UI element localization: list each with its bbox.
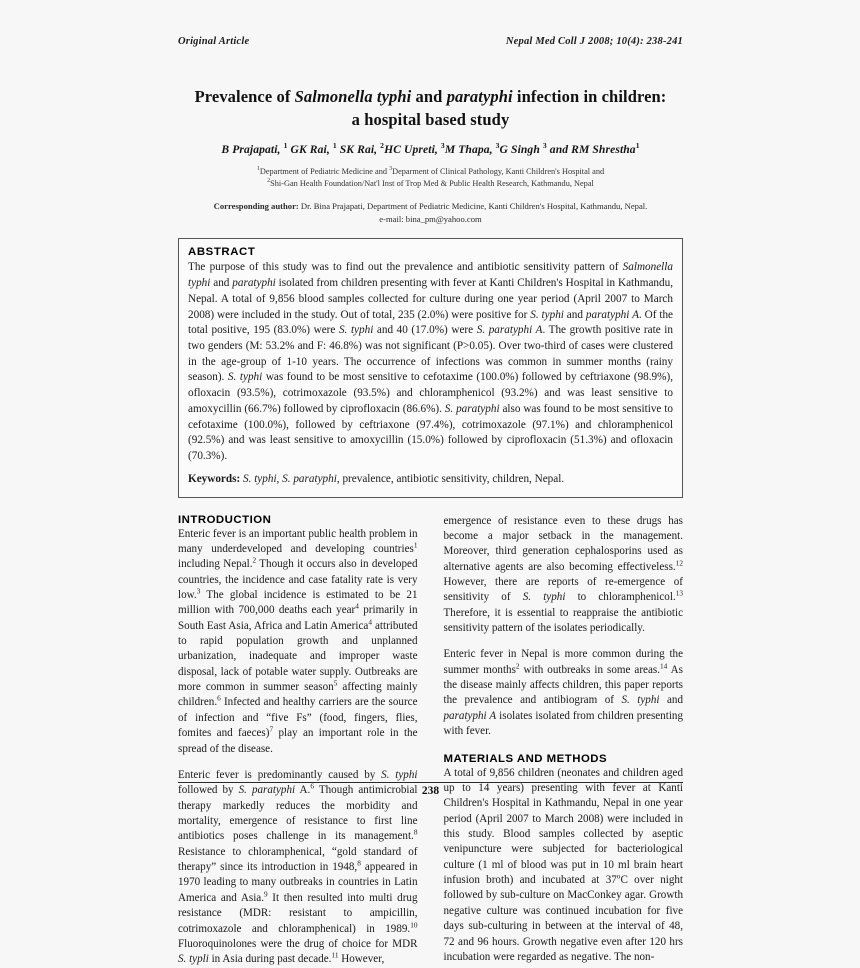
mm-p1-seg-2: C over night followed by sub-culture on MacConkey agar. Growth negative culture was continued incubation for five days sub-culturing in between at the interval of 48, 72 and 96 hours. Growth negative even after 120 hrs incubation were regarded as negative. The non- [443,874,683,963]
author-7-affil-marker: 1 [635,140,640,150]
intro-p1-seg-8: Infected and healthy carriers are the source of infection and “five Fs” (food, fingers, flies, fomites and faeces) [178,696,418,740]
citation-ref-7: 6 [217,693,221,703]
affil-line-1b: Deparment of Clinical Pathology, Kanti Children's Hospital and [392,166,605,176]
abstract-seg-9: also was found to be most sensitive to cefotaxime (100.0%), followed by ceftriaxone (97.4%), cotrimoxazole (97.1%) and chloramphenicol (92.5%) and was least sensitive to amoxycillin (15.0%) followed by ciprofloxacin (51.3%) and ofloxacin (70.3%). [188,402,673,463]
citation-ref-17: 2 [515,661,520,671]
right-p2-seg-1: Enteric fever in Nepal is more common during the summer months [443,648,683,676]
right-p1-seg-1: emergence of resistance even to these drugs has become a major setback in the management. Moreover, third generation cephalosporins used as alternative agents are also becoming effectiveless. [443,514,683,573]
affil-line-1a: Department of Pediatric Medicine and [259,166,390,176]
abstract-seg-1: The purpose of this study was to find out the prevalence and antibiotic sensitivity pattern of [188,261,623,274]
section-heading-introduction: INTRODUCTION [178,513,272,526]
degree-symbol: o [616,871,621,881]
right-p1-seg-4: Therefore, it is essential to reappraise the antibiotic sensitivity pattern of the isolates periodically. [443,606,683,635]
corresponding-author [178,200,683,225]
body-columns [178,514,683,968]
title-part-1: Prevalence of [194,87,295,106]
affil-marker-1: 1 [256,166,260,173]
title-block [178,85,683,225]
affiliations [178,166,683,190]
intro-p2-seg-10: However, [338,953,385,966]
abstract-seg-2: and [210,277,233,290]
abstract-seg-6: and 40 (17.0%) were [373,324,477,337]
intro-p2-seg-4: Though antimicrobial therapy markedly reduces the morbidity and mortality, emergence of resistance to first line antibiotics poses challenge in its management. [178,784,418,843]
author-5: M Thapa, [444,142,493,156]
intro-p1-seg-9: play an important role in the spread of the disease. [178,727,418,755]
abstract-italic-1: Salmonella typhi [188,261,673,290]
left-column [178,514,418,968]
running-head [178,36,683,47]
keywords-line [188,472,673,488]
intro-paragraph-2 [178,768,418,968]
intro-p2-seg-8: Fluoroquinolones were the drug of choice for MDR [178,937,418,950]
page-footer [178,782,683,797]
right-paragraph-2 [444,647,684,739]
abstract-italic-6: S. paratyphi A [476,324,543,337]
right-p2-seg-4: and [659,694,684,707]
title-italic-species-2: paratyphi [446,87,513,106]
running-head-right: Nepal Med Coll J 2008; 10(4): 238-241 [505,36,683,47]
intro-p2-seg-9: in Asia during past decade. [208,953,332,966]
intro-p1-seg-5: primarily in South East Asia, Africa and Latin America [178,604,418,632]
abstract-italic-5: S. typhi [338,324,374,337]
author-4: HC Upreti, [384,142,438,156]
author-3: SK Rai, [339,142,378,156]
author-2-affil-marker: 1 [332,140,337,150]
intro-p2-seg-2: followed by [178,784,239,797]
right-p2-italic-2: paratyphi A [443,709,497,722]
citation-ref-9: 6 [310,781,314,791]
intro-p1-seg-7: affecting mainly children. [178,681,418,709]
mm-p1-seg-1: A total of 9,856 children (neonates and children aged up to 14 years) presenting with fever at Kanti Children's Hospital in Kathmandu, Nepal in one year period (April 2007 to March 2008) were included in this study. Blood samples collected by aseptic venipuncture were subjected for bacteriological culture (1 ml of blood was put in 10 ml brain heart infusion broth) and incubated at 37 [443,766,683,887]
right-paragraph-1 [444,514,684,637]
author-6-affil-marker: 3 [542,140,547,150]
abstract-text [188,260,673,465]
intro-p2-italic-1: S. typhi [381,768,418,781]
abstract-italic-7: S. typhi [227,371,263,384]
citation-ref-14: 11 [331,950,339,960]
author-2: GK Rai, [290,142,330,156]
author-1: B Prajapati, [221,142,281,156]
title-italic-species-1: Salmonella typhi [294,87,412,106]
citation-ref-16: 13 [675,588,684,598]
abstract-italic-8: S. paratyphi [444,402,500,415]
intro-p2-italic-3: S. typli [178,953,209,966]
intro-p1-seg-1: Enteric fever is an important public health problem in many underdeveloped and developing countries [178,527,418,555]
author-3-affil-marker: 2 [380,140,385,150]
author-6: G Singh [499,142,540,156]
citation-ref-2: 2 [252,555,257,565]
keywords-rest: , prevalence, antibiotic sensitivity, children, Nepal. [336,472,565,485]
citation-ref-3: 3 [196,586,201,596]
abstract-box [178,238,683,497]
affil-marker-3: 3 [389,166,393,173]
abstract-heading: ABSTRACT [188,246,256,259]
abstract-seg-8: was found to be most sensitive to cefotaxime (100.0%) followed by ceftriaxone (98.9%), ofloxacin (93.5%), cotrimoxazole (93.5%) and chloramphenicol (93.2%) and was least sensitive to amoxycillin (66.7%) followed by ciprofloxacin (86.6%). [188,371,673,415]
author-4-affil-marker: 3 [440,140,445,150]
citation-ref-13: 10 [410,919,418,929]
page-content [178,36,683,968]
abstract-italic-2: paratyphi [232,277,276,290]
citation-ref-10: 8 [413,827,418,837]
citation-ref-1: 1 [413,540,418,550]
footer-divider [178,782,683,783]
right-p2-seg-3: As the disease mainly affects children, this paper reports the prevalence and antibiogram of [443,663,683,707]
affil-marker-2: 2 [267,177,271,184]
title-part-3: infection in children: [512,87,667,106]
abstract-seg-7: . The growth positive rate in two genders (M: 53.2% and F: 46.8%) was not significant (P>0.05). Over two-third of cases were clustered in the age-group of 1-10 years. The occurrence of infections was common in summer months (rainy season). [188,324,673,384]
abstract-seg-3: isolated from children presenting with fever at Kanti Children's Hospital in Kathmandu, Nepal. A total of 9,856 blood samples collected for culture during one year period (April 2007 to March 2008) were included in the study. Out of total, 235 (2.0%) were positive for [188,277,673,321]
right-p1-seg-3: to chloramphenicol. [565,591,676,604]
abstract-italic-3: S. typhi [530,308,564,321]
intro-p2-seg-6: appeared in 1970 leading to many outbreaks in countries in Latin America and Asia. [178,861,418,904]
citation-ref-15: 12 [675,557,683,567]
citation-ref-11: 8 [357,858,361,868]
right-p2-seg-5: isolates isolated from children presenting with fever. [443,709,683,738]
intro-p1-seg-3: Though it occurs also in developed countries, the incidence and case fatality rate is very low. [178,558,418,601]
intro-p2-seg-3: A. [295,784,311,797]
affil-line-2: Shi-Gan Health Foundation/Nat'l Inst of Trop Med & Public Health Research, Kathmandu, Nepal [270,178,594,188]
author-7: and RM Shrestha [549,142,636,156]
right-p1-seg-2: However, there are reports of re-emergence of sensitivity of [443,575,683,604]
section-heading-materials-and-methods: MATERIALS AND METHODS [443,752,608,765]
intro-p2-seg-5: Resistance to chloramphenical, “gold standard of therapy” since its introduction in 1948, [178,845,418,874]
right-column [444,514,684,968]
right-p2-seg-2: with outbreaks in some areas. [519,663,660,676]
corresponding-author-email: e-mail: bina_pm@yahoo.com [379,213,482,224]
intro-p2-seg-1: Enteric fever is predominantly caused by [178,768,382,781]
citation-ref-5: 4 [368,617,372,626]
citation-ref-12: 9 [263,889,268,899]
author-1-affil-marker: 1 [283,140,288,150]
title-line-2: a hospital based study [351,110,510,130]
author-5-affil-marker: 3 [495,140,500,150]
running-head-left: Original Article [178,36,250,47]
intro-p2-seg-7: It then resulted into multi drug resistance (MDR: resistant to ampicillin, cotrimoxazole and chloramphenical) in 1989. [178,891,418,935]
intro-p1-seg-6: attributed to rapid population growth and unplanned urbanization, inadequate and improper waste disposal, lack of potable water supply. Outbreaks are more common in summer season [178,619,418,694]
page-title [178,85,683,132]
citation-ref-18: 14 [659,661,668,671]
intro-p2-italic-2: S. paratyphi [238,784,296,797]
citation-ref-8: 7 [269,724,274,734]
citation-ref-6: 5 [333,678,338,688]
abstract-seg-4: and [563,308,586,321]
keywords-label: Keywords: [188,472,241,485]
citation-ref-4: 4 [355,601,359,611]
right-p2-italic-1: S. typhi [621,694,660,707]
title-part-2: and [411,87,447,106]
keywords-italic: S. typhi, S. paratyphi [240,472,337,485]
intro-paragraph-1 [178,527,418,757]
corresponding-author-text: Dr. Bina Prajapati, Department of Pediatric Medicine, Kanti Children's Hospital, Kathmandu, Nepal. [298,201,648,212]
author-list [178,140,683,156]
abstract-italic-4: paratyphi A [585,308,639,321]
abstract-seg-5: . Of the total positive, 195 (83.0%) were [188,308,673,337]
page-number: 238 [421,785,440,797]
corresponding-author-label: Corresponding author: [213,201,299,212]
intro-p1-seg-2: including Nepal. [178,558,253,571]
intro-p1-seg-4: The global incidence is estimated to be 21 million with 700,000 deaths each year [178,588,418,617]
right-p1-italic-1: S. typhi [522,591,566,604]
